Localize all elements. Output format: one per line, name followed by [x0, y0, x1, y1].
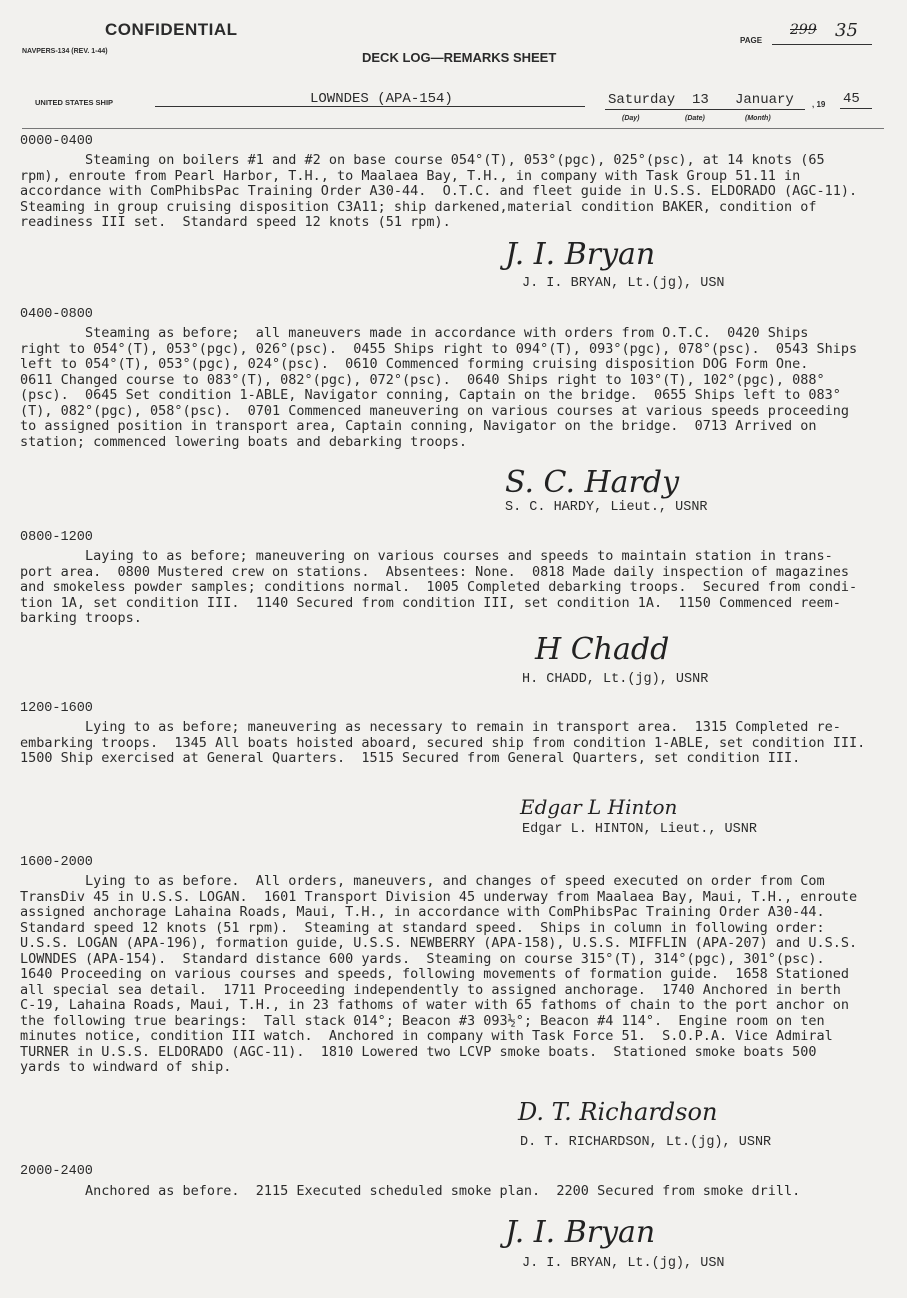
log-month: January	[735, 92, 794, 108]
form-id: NAVPERS-134 (REV. 1-44)	[22, 48, 108, 55]
ship-name: LOWNDES (APA-154)	[310, 91, 453, 107]
page-number: 35	[835, 20, 858, 41]
signature: S. C. Hardy	[505, 465, 680, 500]
watch-period: 2000-2400	[20, 1164, 93, 1179]
watch-remarks: Steaming as before; all maneuvers made in accordance with orders from O.T.C. 0420 Ships right to 054°(T), 053°(pgc), 026°(psc). 0455 Ships right to 094°(T), 093°(pgc), 078°(psc). 0543 Ships left to 054°(T), 053°(pgc), 024°(psc). 0610 Commenced forming cruising disposition DOG Form One. 0611 Changed course to 083°(T), 082°(pgc), 072°(psc). 0640 Ships right to 103°(T), 102°(pgc), 088° (psc). 0645 Set condition 1-ABLE, Navigator conning, Captain on the bridge. 0655 Ships left to 083° (T), 082°(pgc), 058°(psc). 0701 Commenced maneuvering on various courses at various speeds proceeding to assigned position in transport area, Captain conning, Navigator on the bridge. 0713 Arrived on station; commenced lowering boats and debarking troops.	[20, 325, 858, 450]
watch-remarks: Lying to as before; maneuvering as necessary to remain in transport area. 1315 Completed re- embarking troops. 1345 All boats hoisted aboard, secured ship from condition 1-ABLE, set condition III. 1500 Ship exercised at General Quarters. 1515 Secured from General Quarters, set condition III.	[20, 719, 866, 766]
page-number-line	[772, 44, 872, 45]
page-label: PAGE	[740, 36, 763, 45]
watch-period: 1600-2000	[20, 855, 93, 870]
signer-name: Edgar L. HINTON, Lieut., USNR	[522, 822, 757, 837]
header-rule	[22, 128, 884, 129]
log-date: 13	[692, 92, 709, 108]
page-number-struck: 299	[790, 22, 817, 38]
watch-remarks: Steaming on boilers #1 and #2 on base course 054°(T), 053°(pgc), 025°(psc), at 14 knots (65 rpm), enroute from Pearl Harbor, T.H., to Maalaea Bay, T.H., in company with Task Group 51.11 in accordance with ComPhibsPac Training Order A30-44. O.T.C. and fleet guide in U.S.S. ELDORADO (AGC-11). Steaming in group cruising disposition C3A11; ship darkened,material condition BAKER, condition of readiness III set. Standard speed 12 knots (51 rpm).	[20, 152, 858, 230]
signer-name: S. C. HARDY, Lieut., USNR	[505, 500, 708, 515]
year-prefix: , 19	[812, 100, 826, 109]
signature: J. I. Bryan	[505, 1215, 656, 1250]
ship-label: UNITED STATES SHIP	[35, 98, 114, 107]
date-line	[605, 109, 805, 110]
signer-name: J. I. BRYAN, Lt.(jg), USN	[522, 276, 725, 291]
signature: H Chadd	[535, 632, 670, 667]
signature: J. I. Bryan	[505, 237, 656, 272]
signer-name: J. I. BRYAN, Lt.(jg), USN	[522, 1256, 725, 1271]
date-caption: (Date)	[685, 115, 705, 122]
watch-remarks: Laying to as before; maneuvering on various courses and speeds to maintain station in trans- port area. 0800 Mustered crew on stations. Absentees: None. 0818 Made daily inspection of magazines and smokeless powder samples; conditions normal. 1005 Completed debarking troops. Secured from condi- tion 1A, set condition III. 1140 Secured from condition III, set condition 1A. 1150 Commenced reem- barking troops.	[20, 548, 858, 626]
log-day: Saturday	[608, 92, 676, 108]
watch-remarks: Anchored as before. 2115 Executed scheduled smoke plan. 2200 Secured from smoke drill.	[20, 1183, 801, 1199]
classification-marking: CONFIDENTIAL	[105, 20, 238, 39]
watch-period: 0400-0800	[20, 307, 93, 322]
signature: D. T. Richardson	[518, 1098, 718, 1126]
signature: Edgar L Hinton	[520, 795, 678, 819]
watch-period: 1200-1600	[20, 701, 93, 716]
signer-name: H. CHADD, Lt.(jg), USNR	[522, 672, 709, 687]
sheet-title: DECK LOG—REMARKS SHEET	[362, 50, 557, 65]
watch-period: 0000-0400	[20, 134, 93, 149]
watch-period: 0800-1200	[20, 530, 93, 545]
day-caption: (Day)	[622, 115, 640, 122]
watch-remarks: Lying to as before. All orders, maneuvers, and changes of speed executed on order from Com TransDiv 45 in U.S.S. LOGAN. 1601 Transport Division 45 underway from Maalaea Bay, Maui, T.H., enroute assigned anchorage Lahaina Roads, Maui, T.H., in accordance with ComPhibsPac Training Order A30-44. Standard speed 12 knots (51 rpm). Steaming at standard speed. Ships in column in following order: U.S.S. LOGAN (APA-196), formation guide, U.S.S. NEWBERRY (APA-158), U.S.S. MIFFLIN (APA-207) and U.S.S. LOWNDES (APA-154). Standard distance 600 yards. Steaming on course 315°(T), 314°(pgc), 301°(psc). 1640 Proceeding on various courses and speeds, following movements of formation guide. 1658 Stationed all special sea detail. 1711 Proceeding independently to assigned anchorage. 1740 Anchored in berth C-19, Lahaina Roads, Maui, T.H., in 23 fathoms of water with 65 fathoms of chain to the port anchor on the following true bearings: Tall stack 014°; Beacon #3 093½°; Beacon #4 114°. Engine room on ten minutes notice, condition III watch. Anchored in company with Task Force 51. S.O.P.A. Vice Admiral TURNER in U.S.S. ELDORADO (AGC-11). 1810 Lowered two LCVP smoke boats. Stationed smoke boats 500 yards to windward of ship.	[20, 873, 858, 1075]
month-caption: (Month)	[745, 115, 771, 122]
signer-name: D. T. RICHARDSON, Lt.(jg), USNR	[520, 1135, 772, 1150]
year-line	[840, 108, 872, 109]
year-suffix: 45	[843, 91, 860, 107]
